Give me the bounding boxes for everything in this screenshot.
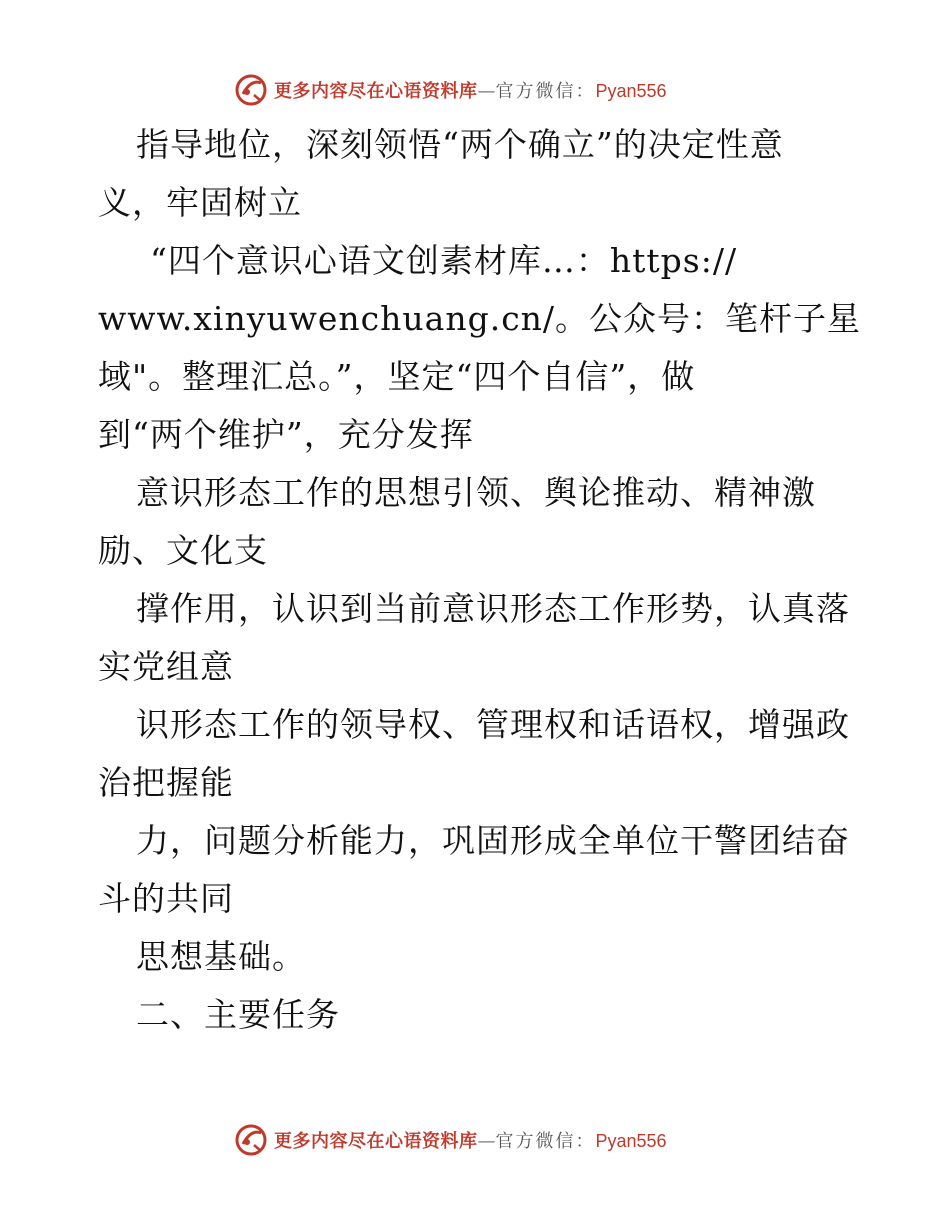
logo-icon <box>234 73 268 107</box>
body-line: 思想基础。 <box>136 937 306 976</box>
body-line: 力，问题分析能力，巩固形成全单位干警团结奋 <box>136 821 850 860</box>
footer-wechat-id: Pyan556 <box>595 1131 667 1151</box>
body-line: 域"。整理汇总。”，坚定“四个自信”，做 <box>98 357 696 396</box>
body-line: www.xinyuwenchuang.cn/。公众号：笔杆子星 <box>98 299 862 338</box>
footer-brand: 更多内容尽在心语资料库 <box>274 1131 478 1152</box>
footer-banner-text <box>274 1127 667 1153</box>
header-dash: — <box>477 81 496 102</box>
logo-icon <box>234 1123 268 1157</box>
body-line: 到“两个维护”，充分发挥 <box>98 415 474 454</box>
header-wechat-label: 官方微信： <box>495 81 596 102</box>
body-line: 意识形态工作的思想引领、舆论推动、精神激 <box>136 473 816 512</box>
body-line: 治把握能 <box>98 763 234 802</box>
body-line: 指导地位，深刻领悟“两个确立”的决定性意 <box>136 125 784 164</box>
body-line: 义，牢固树立 <box>98 183 302 222</box>
footer-dash: — <box>477 1131 496 1152</box>
header-banner <box>234 72 667 108</box>
body-line: 励、文化支 <box>98 531 268 570</box>
header-wechat-id: Pyan556 <box>595 81 667 101</box>
header-banner-text <box>274 77 667 103</box>
footer-banner <box>234 1122 667 1158</box>
header-brand: 更多内容尽在心语资料库 <box>274 81 478 102</box>
footer-wechat-label: 官方微信： <box>495 1131 596 1152</box>
body-line: 斗的共同 <box>98 879 234 918</box>
body-line: 实党组意 <box>98 647 234 686</box>
section-heading: 二、主要任务 <box>136 995 340 1034</box>
body-line: 撑作用，认识到当前意识形态工作形势，认真落 <box>136 589 850 628</box>
body-line: 识形态工作的领导权、管理权和话语权，增强政 <box>136 705 850 744</box>
body-line: “四个意识心语文创素材库…：https:// <box>150 241 738 280</box>
